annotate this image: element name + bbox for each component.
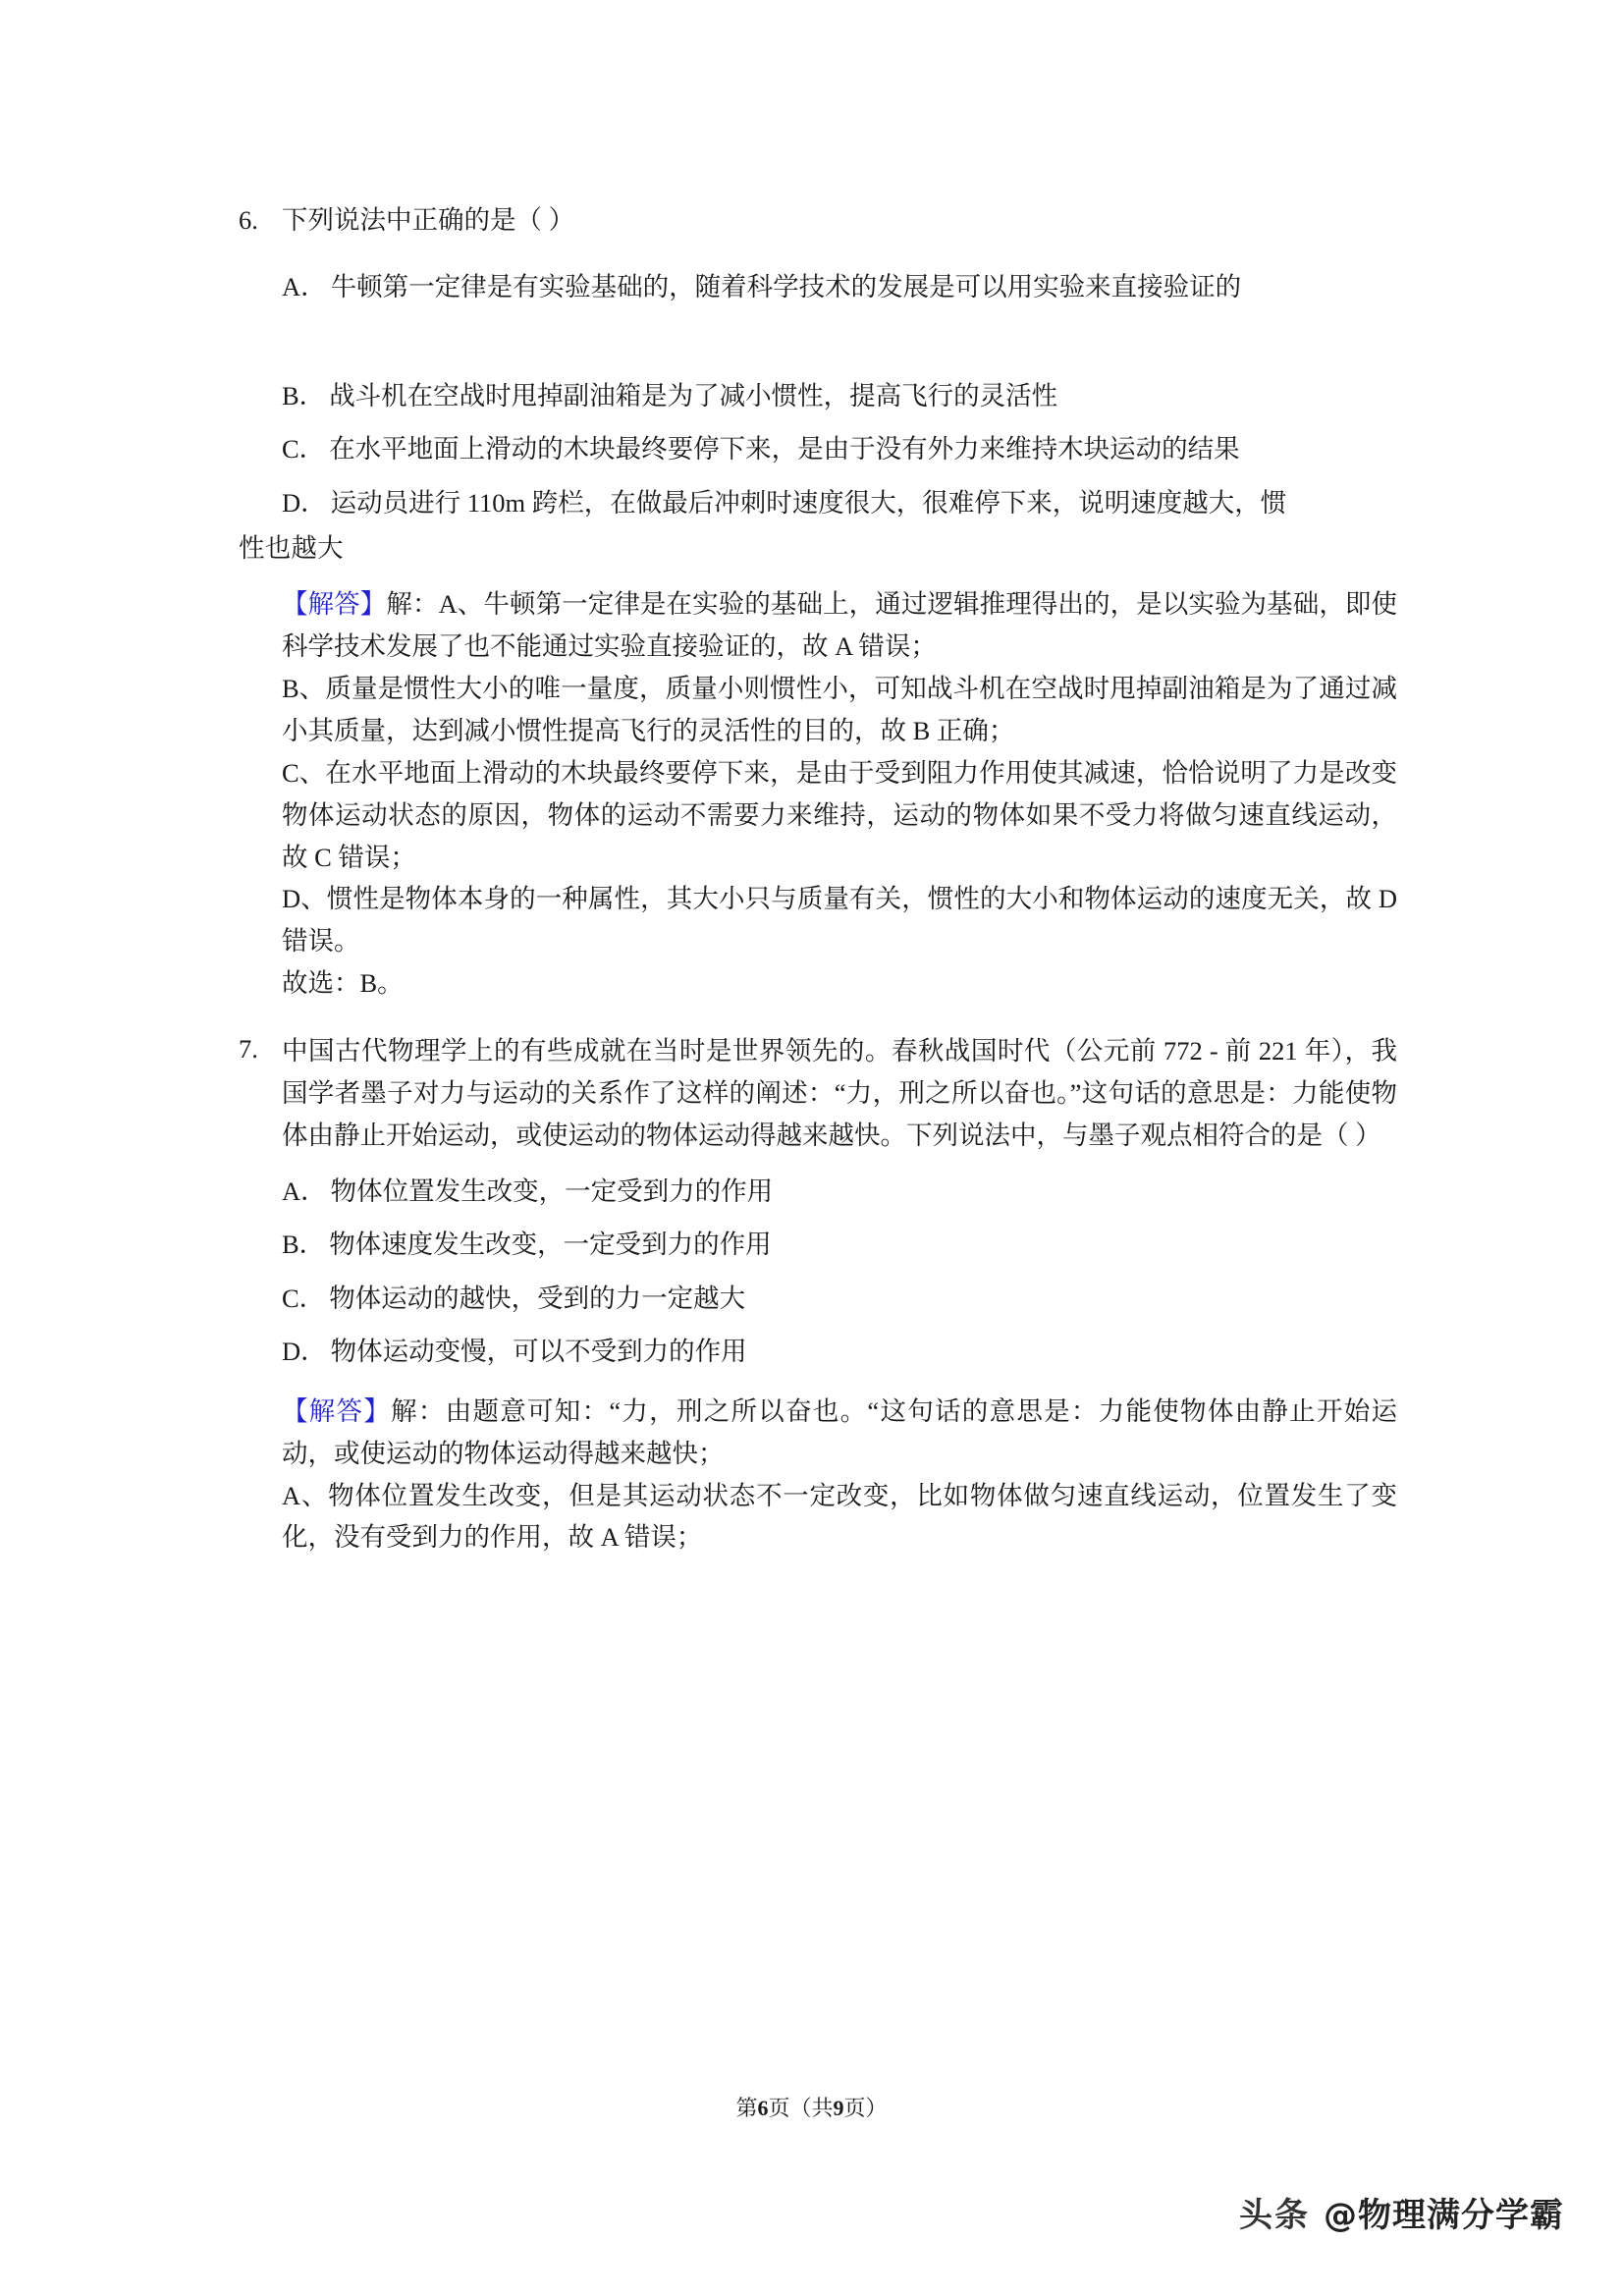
q7-choice-c-text: 物体运动的越快，受到的力一定越大	[329, 1283, 746, 1313]
watermark	[1239, 2188, 1564, 2236]
q7-choice-b-mark: B．	[282, 1230, 326, 1260]
footer-page-number: 6	[757, 2096, 769, 2120]
choice-a-text: 牛顿第一定律是有实验基础的，随着科学技术的发展是可以用实验来直接验证的	[330, 272, 1242, 302]
q7-choice-d-text: 物体运动变慢，可以不受到力的作用	[330, 1337, 747, 1367]
question-7-stem: 中国古代物理学上的有些成就在当时是世界领先的。春秋战国时代（公元前 772 - 前 221 年），我国学者墨子对力与运动的关系作了这样的阐述：“力，刑之所以奋也。”这句话的意思是：力能使物体由静止开始运动，或使运动的物体运动得越来越快。下列说法中，与墨子观点相符合的是（ ）	[282, 1036, 1397, 1151]
question-6-conclusion: 故选：B。	[282, 968, 404, 999]
page-content	[239, 201, 1397, 1558]
choice-a-mark: A．	[282, 272, 327, 302]
spacer-after-choice-b	[239, 420, 1397, 430]
answer-paragraph-6-a: A、牛顿第一定律是在实验的基础上，通过逻辑推理得出的，是以实验为基础，即使科学技术发展了也不能通过实验直接验证的，故 A 错误；	[282, 589, 1398, 661]
q7-choice-b-text: 物体速度发生改变，一定受到力的作用	[329, 1230, 772, 1260]
footer-suffix: 页）	[843, 2096, 888, 2120]
question-6-choice-b	[282, 377, 1397, 414]
choice-c-mark: C．	[282, 434, 326, 465]
question-6-number: 6.	[239, 205, 258, 235]
q7-choice-a-text: 物体位置发生改变，一定受到力的作用	[330, 1176, 774, 1207]
choice-b-mark: B．	[282, 380, 326, 410]
choice-c-text: 在水平地面上滑动的木块最终要停下来，是由于没有外力来维持木块运动的结果	[329, 434, 1240, 465]
question-7-choice-c	[282, 1280, 1397, 1317]
q7-choice-d-mark: D．	[282, 1337, 327, 1367]
question-6-stem-row	[239, 201, 1397, 239]
answer-intro-6: 解：	[386, 589, 439, 620]
answer-paragraph-7-intro: 由题意可知：“力，刑之所以奋也。“这句话的意思是：力能使物体由静止开始运动，或使运动的物体运动得越来越快；	[282, 1395, 1398, 1468]
q7-choice-c-mark: C．	[282, 1283, 326, 1313]
footer-prefix: 第	[735, 2096, 758, 2120]
q7-spacer-a	[239, 1216, 1397, 1226]
spacer-after-choice-a	[239, 312, 1397, 377]
question-7-choice-a	[282, 1173, 1397, 1210]
question-6-answer-paragraph-c: C、在水平地面上滑动的木块最终要停下来，是由于受到阻力作用使其减速，恰恰说明了力是改变物体运动状态的原因，物体的运动不需要力来维持，运动的物体如果不受力将做匀速直线运动，故 C 错误；	[282, 757, 1397, 872]
question-6-choice-c	[282, 430, 1397, 467]
answer-label-7: 【解答】	[282, 1395, 392, 1426]
question-6-answer-block	[282, 583, 1397, 668]
question-7-answer-paragraph-a: A、物体位置发生改变，但是其运动状态不一定改变，比如物体做匀速直线运动，位置发生了变化，没有受到力的作用，故 A 错误；	[282, 1480, 1397, 1553]
question-6-stem: 下列说法中正确的是（ ）	[282, 205, 575, 235]
footer-total-pages: 9	[833, 2096, 844, 2120]
q7-spacer-b	[239, 1270, 1397, 1280]
page-footer	[0, 2092, 1623, 2122]
answer-label-6: 【解答】	[282, 589, 387, 620]
spacer-after-choice-c	[239, 474, 1397, 484]
question-7-choice-d	[282, 1333, 1397, 1370]
question-6-choice-d-continuation: 性也越大	[239, 533, 344, 564]
question-7-answer-block	[282, 1391, 1397, 1475]
question-6-choice-a	[282, 268, 1397, 305]
question-7-stem-row	[239, 1030, 1397, 1157]
question-7-number: 7.	[239, 1034, 258, 1065]
question-6-answer-paragraph-b: B、质量是惯性大小的唯一量度，质量小则惯性小，可知战斗机在空战时甩掉副油箱是为了通过减小其质量，达到减小惯性提高飞行的灵活性的目的，故 B 正确；	[282, 673, 1397, 745]
watermark-handle: @物理满分学霸	[1324, 2196, 1564, 2235]
question-6-answer-paragraph-d: D、惯性是物体本身的一种属性，其大小只与质量有关，惯性的大小和物体运动的速度无关，故 D 错误。	[282, 884, 1397, 957]
q7-choice-a-mark: A．	[282, 1176, 327, 1207]
choice-d-text: 运动员进行 110m 跨栏，在做最后冲刺时速度很大，很难停下来，说明速度越大，惯	[330, 487, 1287, 518]
footer-mid: 页（共	[768, 2096, 834, 2120]
choice-b-text: 战斗机在空战时甩掉副油箱是为了减小惯性，提高飞行的灵活性	[329, 380, 1058, 410]
toutiao-logo-icon: 头条	[1239, 2196, 1310, 2235]
q7-spacer-c	[239, 1323, 1397, 1333]
question-7-choice-b	[282, 1226, 1397, 1263]
answer-intro-7: 解：	[391, 1395, 446, 1426]
question-6-choice-d	[282, 484, 1397, 521]
choice-d-mark: D．	[282, 487, 327, 518]
